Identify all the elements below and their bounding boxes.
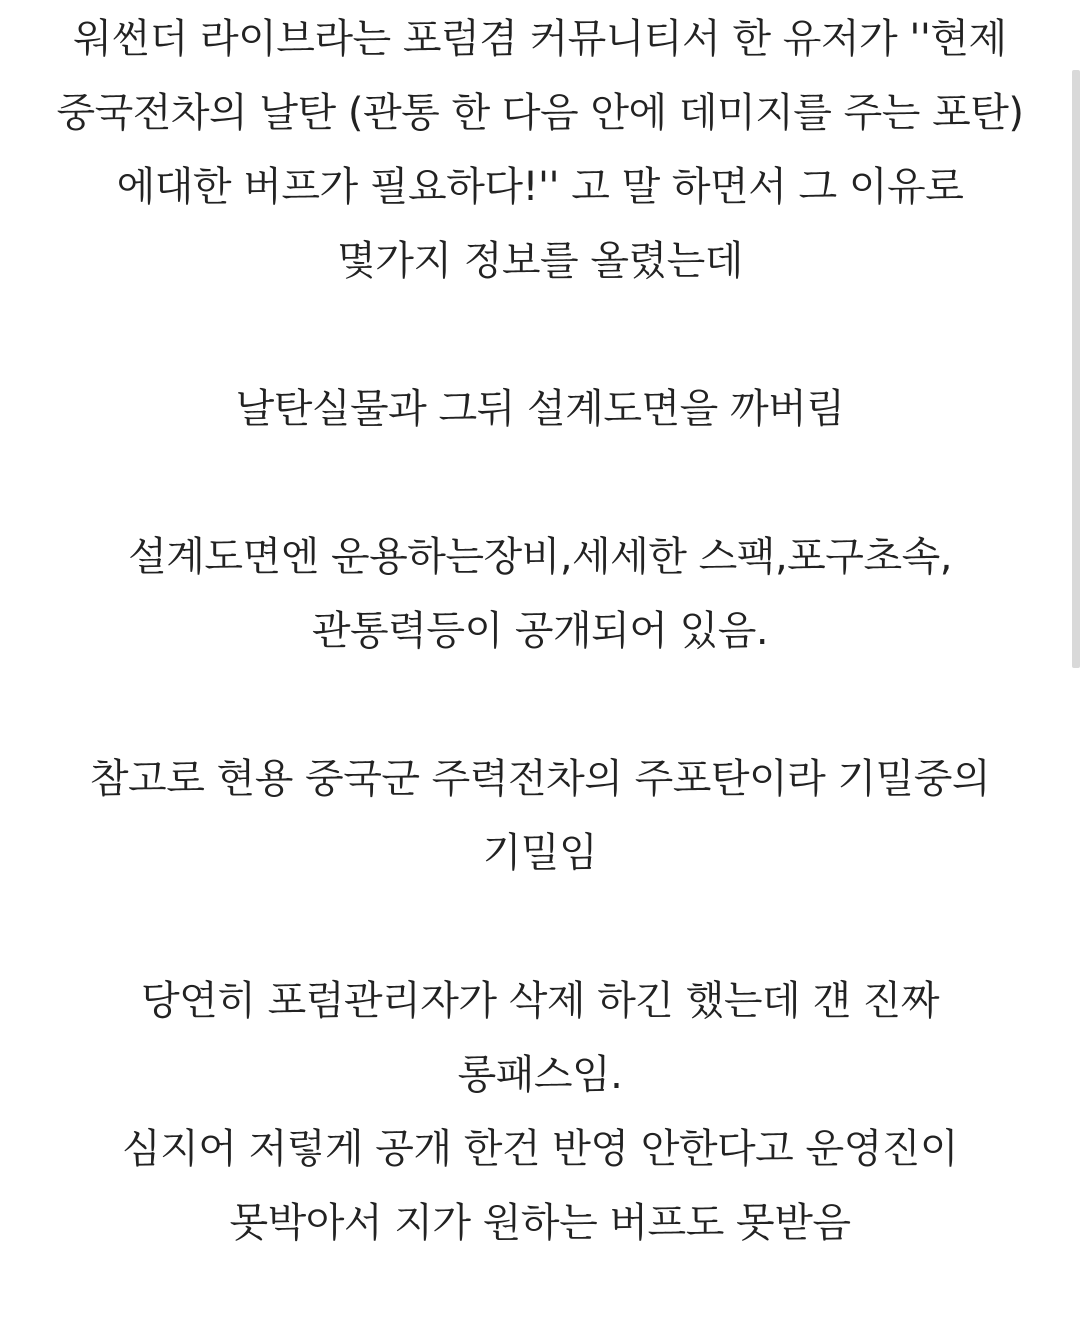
article-paragraph: 설계도면엔 운용하는장비,세세한 스팩,포구초속,관통력등이 공개되어 있음. <box>128 534 952 654</box>
paragraph-spacer <box>55 446 1025 520</box>
article-paragraph: 당연히 포럼관리자가 삭제 하긴 했는데 걘 진짜 롱패스임. <box>141 978 939 1098</box>
article-paragraph: 참고로 현용 중국군 주력전차의 주포탄이라 기밀중의 기밀임 <box>89 756 991 876</box>
paragraph-spacer <box>55 668 1025 742</box>
article-paragraph: 심지어 저렇게 공개 한건 반영 안한다고 운영진이 못박아서 지가 원하는 버프도 못받음 <box>121 1126 959 1246</box>
paragraph-spacer <box>55 890 1025 964</box>
paragraph-spacer <box>55 298 1025 372</box>
scrollbar-thumb[interactable] <box>1072 70 1080 668</box>
article-paragraph: 워썬더 라이브라는 포럼겸 커뮤니티서 한 유저가 ''현제 중국전차의 날탄 (관통 한 다음 안에 데미지를 주는 포탄) 에대한 버프가 필요하다!'' 고 말 하면서 그 이유로 몇가지 정보를 올렸는데 <box>56 16 1024 284</box>
article-body <box>55 0 1025 1260</box>
article-paragraph: 날탄실물과 그뒤 설계도면을 까버림 <box>235 386 845 432</box>
